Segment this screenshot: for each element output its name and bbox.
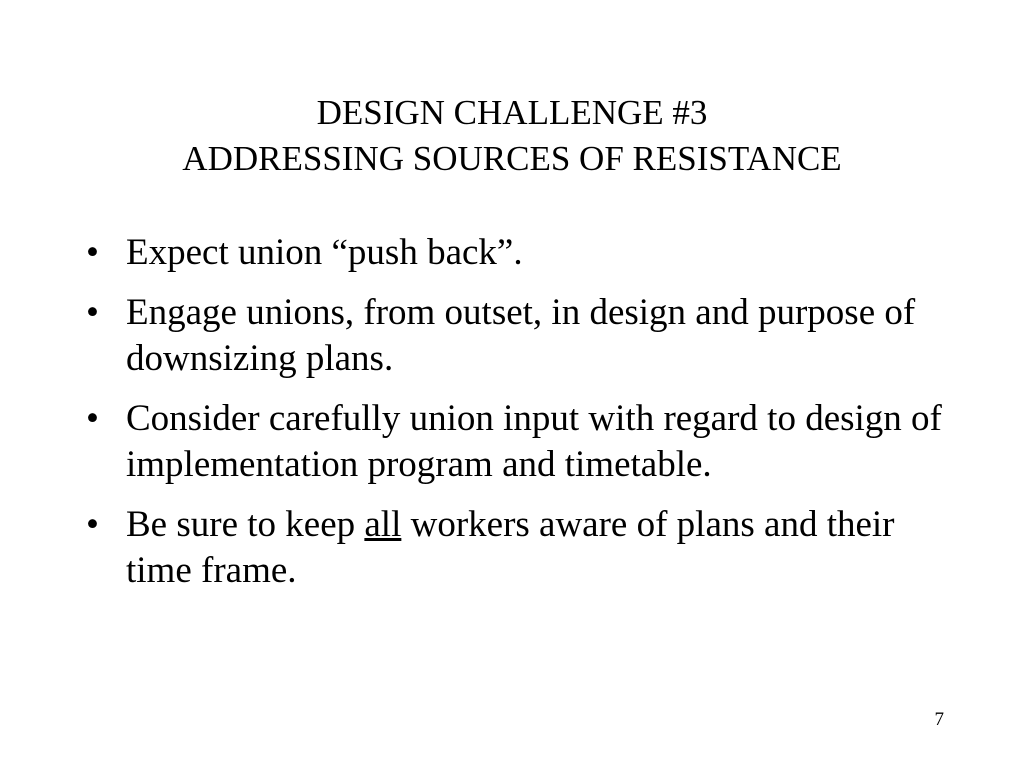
bullet-text: Consider carefully union input with regard to design of implementation program and timetable.: [126, 398, 942, 485]
bullet-dot-icon: •: [86, 504, 99, 545]
title-line-2: ADDRESSING SOURCES OF RESISTANCE: [182, 139, 842, 178]
bullet-item-4: [84, 502, 944, 594]
bullet-item-1: [84, 230, 944, 276]
bullet-dot-icon: •: [86, 398, 99, 439]
bullet-item-3: [84, 396, 944, 488]
bullet-dot-icon: •: [86, 232, 99, 273]
bullet-item-2: [84, 290, 944, 382]
underlined-word: all: [364, 504, 402, 545]
bullet-text: [126, 504, 895, 591]
bullet-dot-icon: •: [86, 292, 99, 333]
slide-title: [0, 90, 1024, 182]
title-line-1: DESIGN CHALLENGE #3: [316, 93, 708, 132]
bullet-list: [84, 230, 944, 608]
page-number: 7: [934, 709, 944, 730]
bullet-text-after: workers aware of plans and their time frame.: [126, 504, 895, 591]
bullet-text-before: Be sure to keep: [126, 504, 365, 545]
bullet-text: Expect union “push back”.: [126, 232, 523, 273]
bullet-text: Engage unions, from outset, in design and purpose of downsizing plans.: [126, 292, 916, 379]
